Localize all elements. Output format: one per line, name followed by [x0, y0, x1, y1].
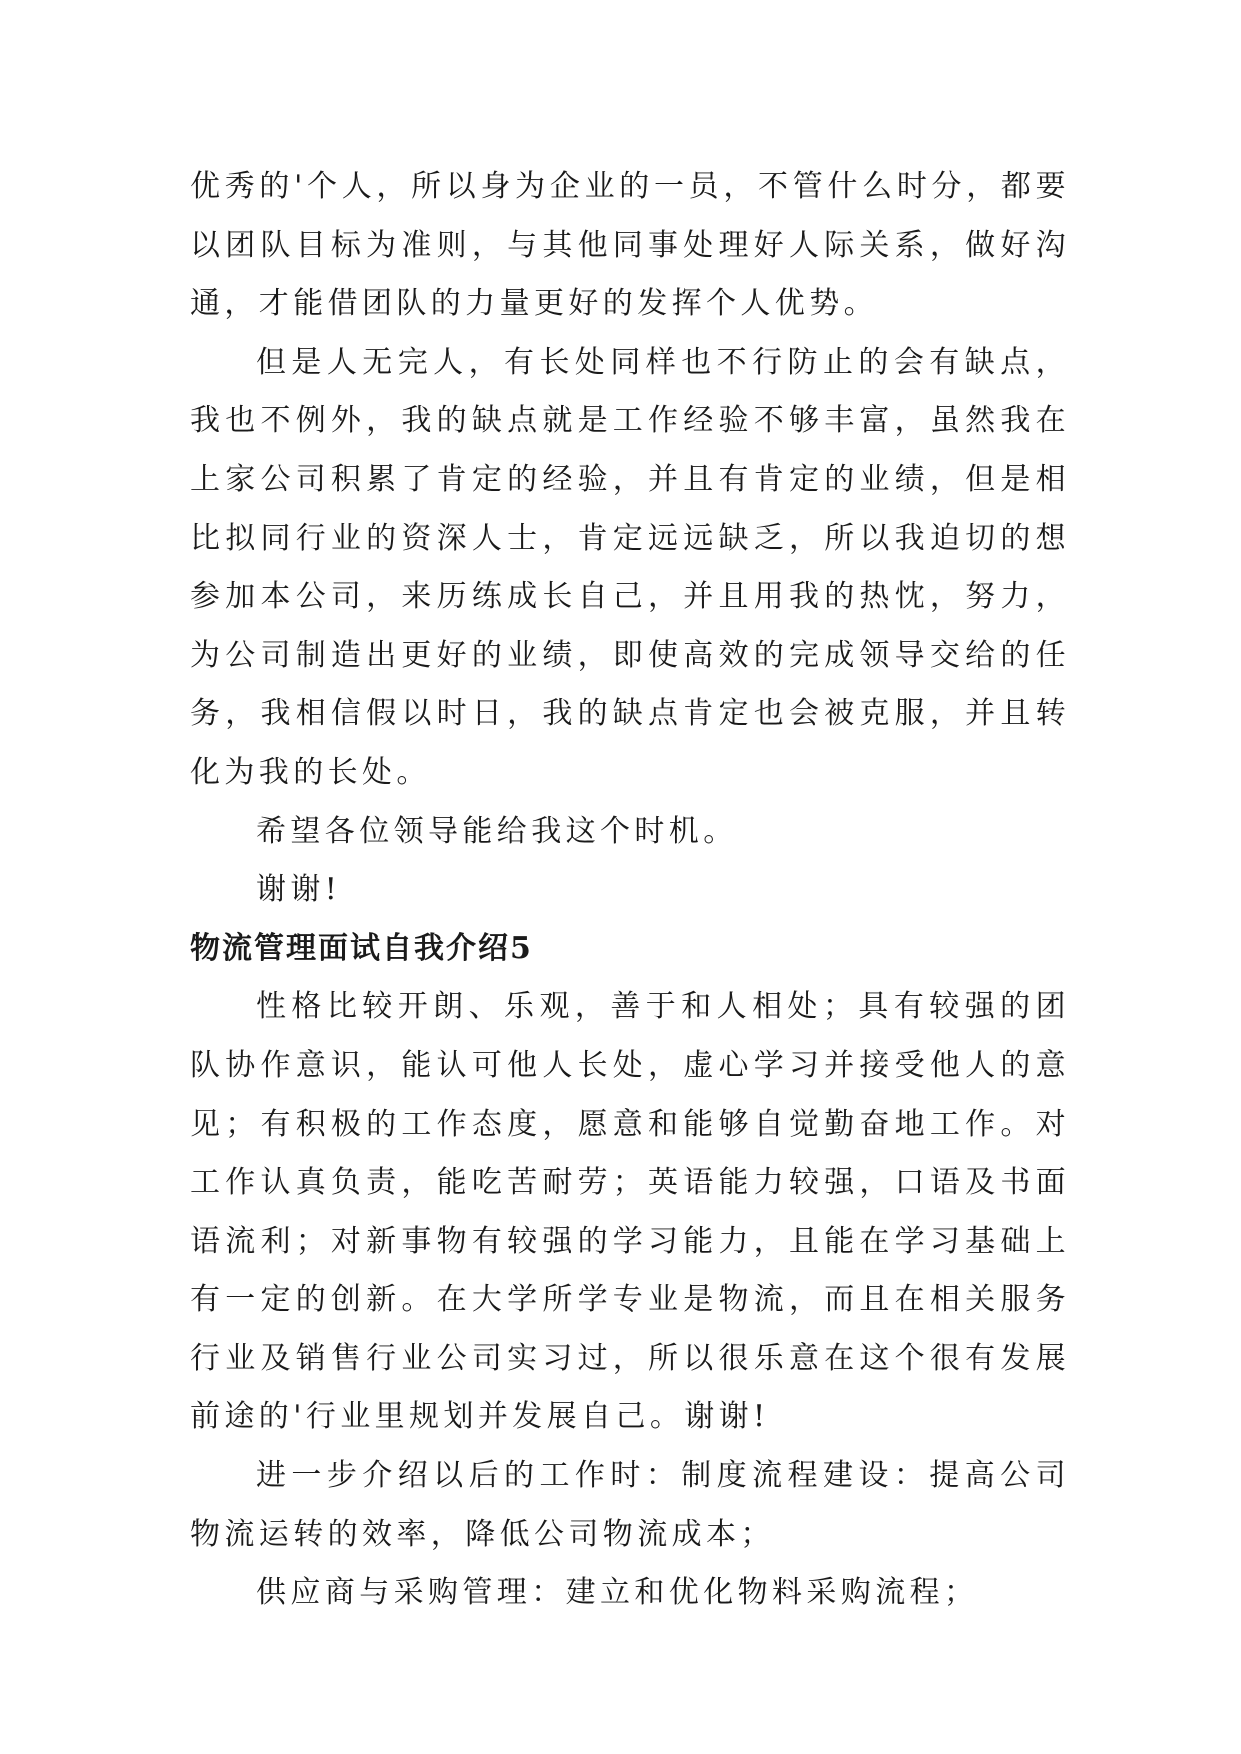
paragraph-shortcomings: 但是人无完人，有长处同样也不行防止的会有缺点，我也不例外，我的缺点就是工作经验不够丰富，虽然我在上家公司积累了肯定的经验，并且有肯定的业绩，但是相比拟同行业的资深人士，肯定远远缺乏，所以我迫切的想参加本公司，来历练成长自己，并且用我的热忱，努力，为公司制造出更好的业绩，即使高效的完成领导交给的任务，我相信假以时日，我的缺点肯定也会被克服，并且转化为我的长处。	[190, 344, 1070, 790]
document-body	[190, 158, 1070, 1623]
section-heading: 物流管理面试自我介绍5	[190, 930, 533, 966]
paragraph-thanks: 谢谢!	[256, 872, 342, 908]
paragraph-personality: 性格比较开朗、乐观，善于和人相处；具有较强的团队协作意识，能认可他人长处，虚心学习并接受他人的意见；有积极的工作态度，愿意和能够自觉勤奋地工作。对工作认真负责，能吃苦耐劳；英语能力较强，口语及书面语流利；对新事物有较强的学习能力，且能在学习基础上有一定的创新。在大学所学专业是物流，而且在相关服务行业及销售行业公司实习过，所以很乐意在这个很有发展前途的'行业里规划并发展自己。谢谢!	[190, 989, 1070, 1435]
paragraph-hope: 希望各位领导能给我这个时机。	[256, 813, 738, 849]
paragraph-continued: 优秀的'个人，所以身为企业的一员，不管什么时分，都要以团队目标为准则，与其他同事处理好人际关系，做好沟通，才能借团队的力量更好的发挥个人优势。	[190, 169, 1070, 322]
paragraph-future-work: 进一步介绍以后的工作时：制度流程建设：提高公司物流运转的效率，降低公司物流成本；	[190, 1458, 1070, 1552]
paragraph-procurement: 供应商与采购管理：建立和优化物料采购流程；	[256, 1575, 979, 1611]
